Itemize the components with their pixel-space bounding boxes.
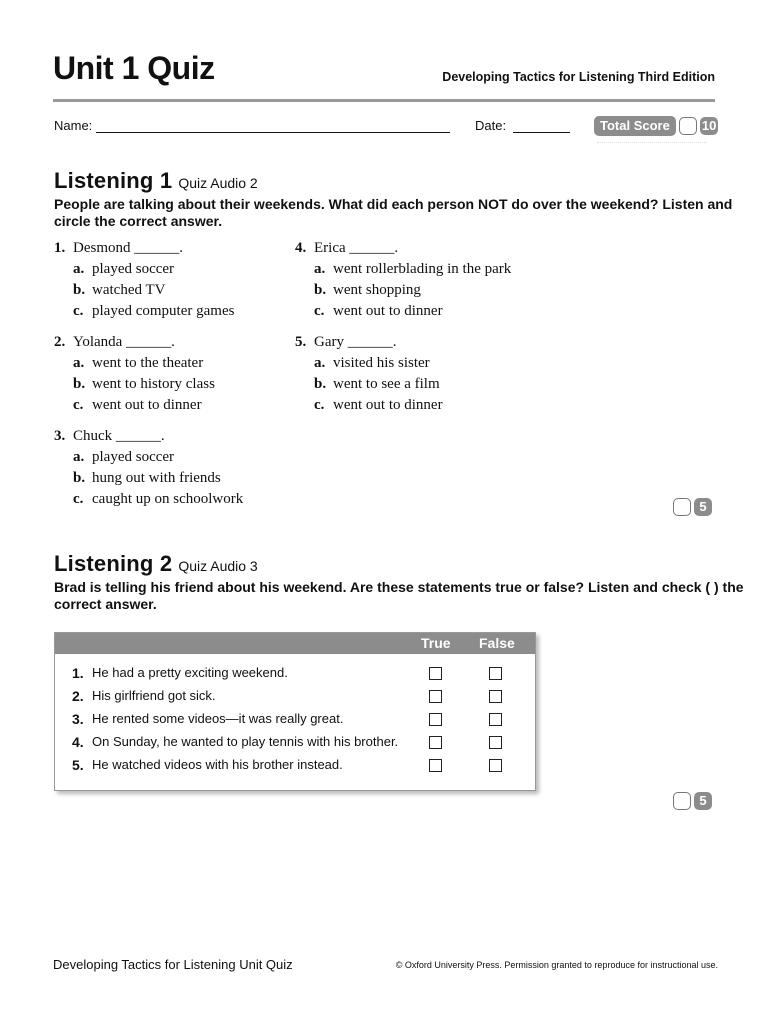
listening2-heading xyxy=(54,551,258,577)
option-letter: c. xyxy=(314,397,325,413)
option-letter: b. xyxy=(314,376,327,392)
answer-option[interactable] xyxy=(295,301,511,322)
score-underline xyxy=(597,142,707,146)
option-text: went to history class xyxy=(92,376,215,392)
table-row xyxy=(55,753,535,776)
question-stem: Chuck ______. xyxy=(73,428,165,444)
option-text: played soccer xyxy=(92,261,175,277)
table-row xyxy=(55,661,535,684)
option-letter: b. xyxy=(314,282,327,298)
false-checkbox[interactable] xyxy=(489,713,502,726)
row-statement: He had a pretty exciting weekend. xyxy=(92,665,288,680)
option-letter: a. xyxy=(314,261,326,277)
answer-option[interactable] xyxy=(295,374,443,395)
option-text: caught up on schoolwork xyxy=(92,491,244,507)
false-checkbox[interactable] xyxy=(489,736,502,749)
row-statement: He watched videos with his brother instead. xyxy=(92,757,343,772)
table-row xyxy=(55,730,535,753)
column-true: True xyxy=(421,635,451,651)
option-letter: a. xyxy=(73,355,85,371)
question-number: 3. xyxy=(54,428,66,444)
option-letter: a. xyxy=(73,449,85,465)
page-title: Unit 1 Quiz xyxy=(53,50,215,86)
false-checkbox[interactable] xyxy=(489,759,502,772)
listening2-instructions: Brad is telling his friend about his weekend. Are these statements true or false? Listen and check ( ) the correct answer. xyxy=(54,579,744,612)
option-text: went out to dinner xyxy=(92,397,202,413)
false-checkbox[interactable] xyxy=(489,667,502,680)
question-5 xyxy=(295,332,443,416)
option-letter: b. xyxy=(73,470,86,486)
listening1-score xyxy=(673,498,712,516)
question-2 xyxy=(54,332,215,416)
listening1-instructions: People are talking about their weekends. What did each person NOT do over the weekend? Listen and circle the correct answer. xyxy=(54,196,733,229)
option-text: went out to dinner xyxy=(333,397,443,413)
row-number: 5. xyxy=(72,757,84,773)
date-field[interactable] xyxy=(513,132,570,133)
listening2-audio: Quiz Audio 3 xyxy=(178,558,258,574)
question-number: 2. xyxy=(54,334,66,350)
answer-option[interactable] xyxy=(54,280,234,301)
question-stem: Erica ______. xyxy=(314,240,399,256)
question-stem: Yolanda ______. xyxy=(73,334,175,350)
option-text: played soccer xyxy=(92,449,175,465)
total-score-label: Total Score xyxy=(594,116,676,136)
true-false-table xyxy=(54,632,536,791)
question-number: 5. xyxy=(295,334,307,350)
total-score-group xyxy=(594,116,718,136)
listening1-score-max: 5 xyxy=(694,498,712,516)
option-letter: b. xyxy=(73,376,86,392)
true-checkbox[interactable] xyxy=(429,759,442,772)
date-label: Date: xyxy=(475,118,507,133)
question-number: 1. xyxy=(54,240,66,256)
option-text: played computer games xyxy=(92,303,235,319)
table-header xyxy=(55,633,535,654)
answer-option[interactable] xyxy=(54,301,234,322)
question-stem: Desmond ______. xyxy=(73,240,183,256)
copyright-notice: © Oxford University Press. Permission granted to reproduce for instructional use. xyxy=(395,960,718,970)
option-letter: c. xyxy=(73,491,84,507)
option-text: watched TV xyxy=(92,282,166,298)
option-letter: a. xyxy=(73,261,85,277)
option-letter: c. xyxy=(314,303,325,319)
listening1-title: Listening 1 xyxy=(54,168,173,193)
option-text: went to the theater xyxy=(92,355,204,371)
total-score-max: 10 xyxy=(701,118,717,133)
table-row xyxy=(55,707,535,730)
answer-option[interactable] xyxy=(54,259,234,280)
option-letter: a. xyxy=(314,355,326,371)
listening1-heading xyxy=(54,168,258,194)
option-text: visited his sister xyxy=(333,355,430,371)
row-number: 4. xyxy=(72,734,84,750)
answer-option[interactable] xyxy=(54,489,243,510)
row-number: 2. xyxy=(72,688,84,704)
row-statement: He rented some videos—it was really great. xyxy=(92,711,344,726)
row-statement: On Sunday, he wanted to play tennis with his brother. xyxy=(92,734,399,749)
row-statement: His girlfriend got sick. xyxy=(92,688,216,703)
answer-option[interactable] xyxy=(295,259,511,280)
listening2-title: Listening 2 xyxy=(54,551,173,576)
true-checkbox[interactable] xyxy=(429,736,442,749)
answer-option[interactable] xyxy=(54,447,243,468)
answer-option[interactable] xyxy=(54,468,243,489)
option-letter: c. xyxy=(73,397,84,413)
question-4 xyxy=(295,238,511,322)
option-text: went rollerblading in the park xyxy=(333,261,512,277)
total-score-box[interactable] xyxy=(679,117,697,135)
answer-option[interactable] xyxy=(295,280,511,301)
question-number: 4. xyxy=(295,240,307,256)
listening2-score-max: 5 xyxy=(694,792,712,810)
true-checkbox[interactable] xyxy=(429,713,442,726)
question-3 xyxy=(54,426,243,510)
answer-option[interactable] xyxy=(54,353,215,374)
true-checkbox[interactable] xyxy=(429,667,442,680)
listening1-score-box[interactable] xyxy=(673,498,691,516)
header-divider xyxy=(53,99,715,102)
false-checkbox[interactable] xyxy=(489,690,502,703)
table-row xyxy=(55,684,535,707)
option-text: hung out with friends xyxy=(92,470,221,486)
footer-title: Developing Tactics for Listening Unit Quiz xyxy=(53,957,293,972)
row-number: 1. xyxy=(72,665,84,681)
listening2-score xyxy=(673,792,712,810)
option-text: went out to dinner xyxy=(333,303,443,319)
answer-option[interactable] xyxy=(54,374,215,395)
listening1-audio: Quiz Audio 2 xyxy=(178,175,258,191)
option-text: went to see a film xyxy=(333,376,440,392)
true-checkbox[interactable] xyxy=(429,690,442,703)
name-label: Name: xyxy=(54,118,93,133)
option-text: went shopping xyxy=(333,282,421,298)
answer-option[interactable] xyxy=(295,395,443,416)
answer-option[interactable] xyxy=(54,395,215,416)
question-stem: Gary ______. xyxy=(314,334,397,350)
answer-option[interactable] xyxy=(295,353,443,374)
book-edition: Developing Tactics for Listening Third Edition xyxy=(442,70,715,84)
listening2-score-box[interactable] xyxy=(673,792,691,810)
name-field[interactable] xyxy=(96,132,450,133)
option-letter: b. xyxy=(73,282,86,298)
column-false: False xyxy=(479,635,515,651)
row-number: 3. xyxy=(72,711,84,727)
question-1 xyxy=(54,238,234,322)
option-letter: c. xyxy=(73,303,84,319)
